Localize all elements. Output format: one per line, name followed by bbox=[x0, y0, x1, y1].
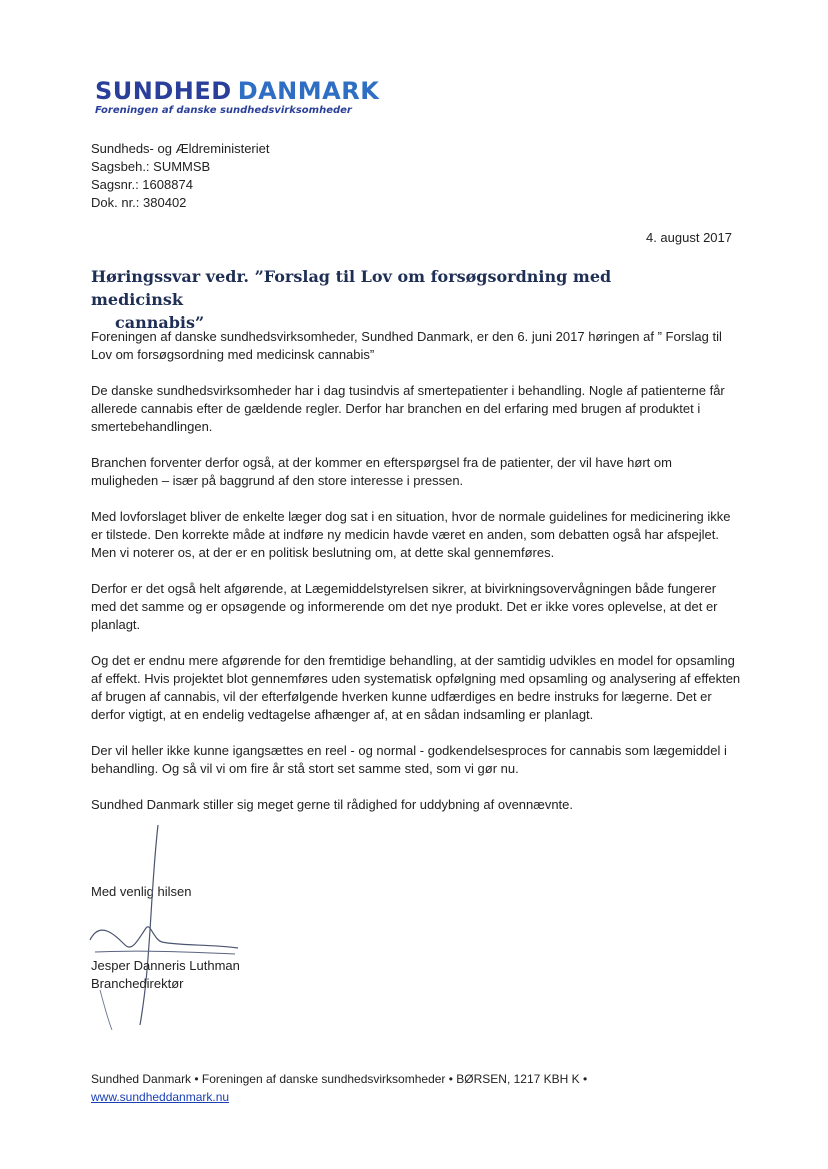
logo-tagline: Foreningen af danske sundhedsvirksomheder bbox=[95, 105, 352, 116]
signatory-block bbox=[91, 957, 240, 993]
recipient-document-number: Dok. nr.: 380402 bbox=[91, 195, 187, 210]
paragraph: Derfor er det også helt afgørende, at Lægemiddelstyrelsen sikrer, at bivirkningsovervågningen både fungerer med det samme og er opsøgende og informerende om det nye produkt. Det er ikke vores oplevelse, at det er planlagt. bbox=[91, 581, 718, 632]
signatory-role: Branchedirektør bbox=[91, 976, 184, 991]
paragraph: Sundhed Danmark stiller sig meget gerne til rådighed for uddybning af ovennævnte. bbox=[91, 797, 574, 812]
recipient-case-number: Sagsnr.: 1608874 bbox=[91, 177, 193, 192]
closing-greeting: Med venlig hilsen bbox=[91, 884, 192, 899]
recipient-block bbox=[91, 140, 269, 212]
paragraph: Branchen forventer derfor også, at der kommer en efterspørgsel fra de patienter, der vil have hørt om muligheden – især på baggrund af den store interesse i pressen. bbox=[91, 455, 672, 488]
letter-title bbox=[91, 265, 691, 334]
sundhed-danmark-logo bbox=[95, 78, 379, 116]
website-link[interactable]: www.sundheddanmark.nu bbox=[91, 1090, 230, 1104]
paragraph: Og det er endnu mere afgørende for den fremtidige behandling, at der samtidig udvikles en model for opsamling af effekt. Hvis projektet blot gennemføres uden systematisk opfølgning med opsamling og analysering af effekten af brugen af cannabis, vil der efterfølgende hverken kunne udfærdiges en bedre instruks for lægerne. Det er derfor vigtigt, at en endelig vedtagelse afhænger af, at en sådan indsamling er planlagt. bbox=[91, 653, 741, 722]
letter-body bbox=[91, 328, 741, 832]
logo-wordmark bbox=[95, 78, 379, 104]
paragraph: Foreningen af danske sundhedsvirksomheder, Sundhed Danmark, er den 6. juni 2017 høringen af ” Forslag til Lov om forsøgsordning med medicinsk cannabis” bbox=[91, 329, 722, 362]
paragraph: Med lovforslaget bliver de enkelte læger dog sat i en situation, hvor de normale guidelines for medicinering ikke er tilstede. Den korrekte måde at indføre ny medicin havde været en anden, som debatten også har afspejlet. Men vi noterer os, at der er en politisk beslutning om, at dette skal gennemføres. bbox=[91, 509, 731, 560]
logo-word-danmark: DANMARK bbox=[237, 77, 380, 105]
signatory-name: Jesper Danneris Luthman bbox=[91, 958, 240, 973]
recipient-case-handler: Sagsbeh.: SUMMSB bbox=[91, 159, 211, 174]
footer-address: Sundhed Danmark • Foreningen af danske sundhedsvirksomheder • BØRSEN, 1217 KBH K • bbox=[91, 1072, 588, 1086]
title-line-1: Høringssvar vedr. ”Forslag til Lov om forsøgsordning med medicinsk bbox=[91, 267, 612, 309]
title-line-2: cannabis” bbox=[115, 313, 205, 332]
paragraph: De danske sundhedsvirksomheder har i dag tusindvis af smertepatienter i behandling. Nogle af patienterne får allerede cannabis efter de gældende regler. Derfor har branchen en del erfaring med brugen af produktet i smertebehandlingen. bbox=[91, 383, 725, 434]
logo-word-sundhed: SUNDHED bbox=[95, 77, 232, 105]
letter-footer bbox=[91, 1070, 587, 1106]
letter-date: 4. august 2017 bbox=[645, 230, 732, 245]
handwritten-signature bbox=[80, 820, 260, 1040]
paragraph: Der vil heller ikke kunne igangsættes en reel - og normal - godkendelsesproces for cannabis som lægemiddel i behandling. Og så vil vi om fire år stå stort set samme sted, som vi gør nu. bbox=[91, 743, 727, 776]
recipient-ministry: Sundheds- og Ældreministeriet bbox=[91, 141, 270, 156]
